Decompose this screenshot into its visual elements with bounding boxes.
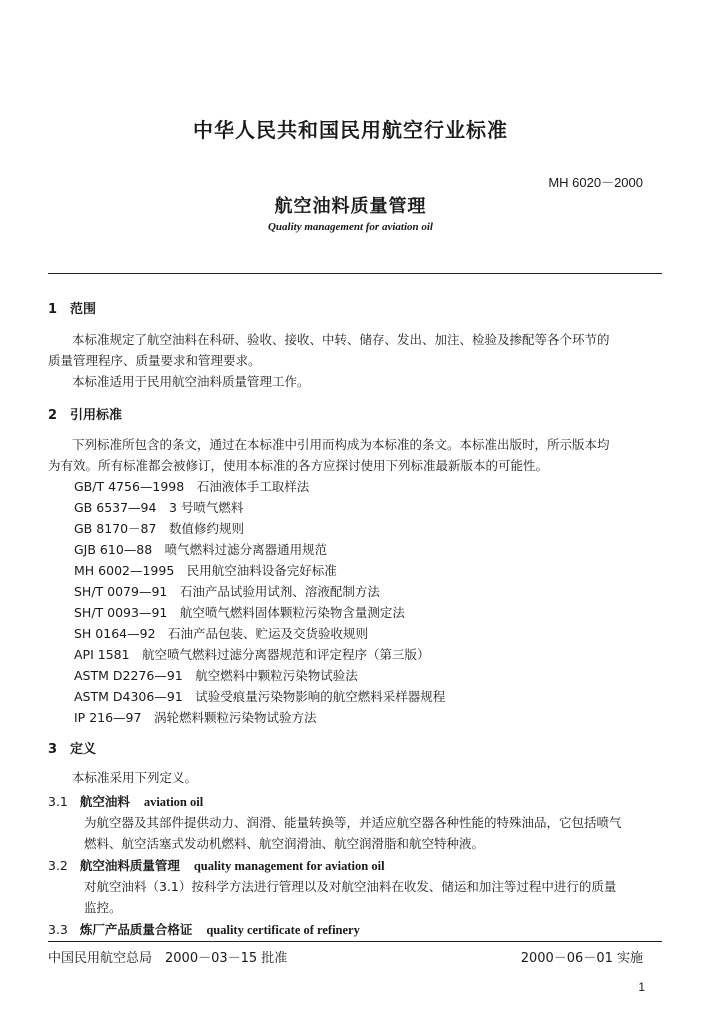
- top-divider: [48, 273, 662, 274]
- definition-term: 炼厂产品质量合格证: [79, 922, 193, 937]
- definition-3-1-line1: 为航空器及其部件提供动力、润滑、能量转换等，并适应航空器各种性能的特殊油品，它包括喷气: [84, 815, 622, 830]
- section-1-heading: 1 范围: [48, 302, 97, 317]
- definition-term-english: aviation oil: [143, 795, 204, 809]
- implementation-date: 2000－06－01 实施: [520, 951, 643, 966]
- reference-item: GJB 610—88 喷气燃料过滤分离器通用规范: [74, 542, 328, 557]
- section-2-heading: 2 引用标准: [48, 408, 123, 423]
- section-1-para1-line1: 本标准规定了航空油料在科研、验收、接收、中转、储存、发出、加注、检验及掺配等各个环节的: [72, 332, 610, 347]
- definition-number: 3.1: [48, 794, 68, 809]
- reference-item: API 1581 航空喷气燃料过滤分离器规范和评定程序（第三版）: [74, 647, 430, 662]
- reference-item: GB/T 4756—1998 石油液体手工取样法: [74, 479, 310, 494]
- definition-term: 航空油料: [79, 794, 130, 809]
- section-1-para1-line2: 质量管理程序、质量要求和管理要求。: [48, 353, 261, 368]
- section-2-para-line1: 下列标准所包含的条文，通过在本标准中引用而构成为本标准的条文。本标准出版时，所示版本均: [72, 437, 610, 452]
- definition-term-english: quality management for aviation oil: [193, 859, 385, 873]
- section-3-intro: 本标准采用下列定义。: [72, 770, 198, 785]
- section-2-para-line2: 为有效。所有标准都会被修订，使用本标准的各方应探讨使用下列标准最新版本的可能性。: [48, 458, 549, 473]
- reference-item: SH/T 0079—91 石油产品试验用试剂、溶液配制方法: [74, 584, 380, 599]
- reference-item: ASTM D2276—91 航空燃料中颗粒污染物试验法: [74, 668, 358, 683]
- section-3-heading: 3 定义: [48, 742, 97, 757]
- definition-3-2-line2: 监控。: [84, 900, 122, 915]
- reference-item: ASTM D4306—91 试验受痕量污染物影响的航空燃料采样器规程: [74, 689, 446, 704]
- definition-number: 3.2: [48, 858, 68, 873]
- standard-category-title: 中华人民共和国民用航空行业标准: [193, 118, 508, 142]
- definition-number: 3.3: [48, 922, 68, 937]
- reference-item: MH 6002—1995 民用航空油料设备完好标准: [74, 563, 337, 578]
- definition-3-1-heading: [48, 792, 203, 810]
- definition-term: 航空油料质量管理: [79, 858, 180, 873]
- document-subtitle: Quality management for aviation oil: [267, 221, 433, 233]
- approval-line: 中国民用航空总局 2000－03－15 批准: [48, 951, 288, 966]
- definition-3-2-line1: 对航空油料（3.1）按科学方法进行管理以及对航空油料在收发、储运和加注等过程中进行的质量: [84, 879, 617, 894]
- reference-item: SH/T 0093—91 航空喷气燃料固体颗粒污染物含量测定法: [74, 605, 405, 620]
- definition-term-english: quality certificate of refinery: [206, 923, 360, 937]
- definition-3-2-heading: [48, 856, 385, 874]
- reference-item: IP 216—97 涡轮燃料颗粒污染物试验方法: [74, 710, 317, 725]
- reference-item: SH 0164—92 石油产品包装、贮运及交货验收规则: [74, 626, 369, 641]
- definition-3-3-heading: [48, 920, 360, 938]
- bottom-divider: [48, 941, 662, 942]
- reference-item: GB 8170－87 数值修约规则: [74, 521, 244, 536]
- section-1-para2: 本标准适用于民用航空油料质量管理工作。: [72, 374, 310, 389]
- reference-item: GB 6537—94 3 号喷气燃料: [74, 500, 244, 515]
- document-title: 航空油料质量管理: [274, 196, 427, 217]
- standard-code: MH 6020－2000: [548, 175, 643, 190]
- definition-3-1-line2: 燃料、航空活塞式发动机燃料、航空润滑油、航空润滑脂和航空特种液。: [84, 836, 485, 851]
- page-number: 1: [638, 980, 645, 994]
